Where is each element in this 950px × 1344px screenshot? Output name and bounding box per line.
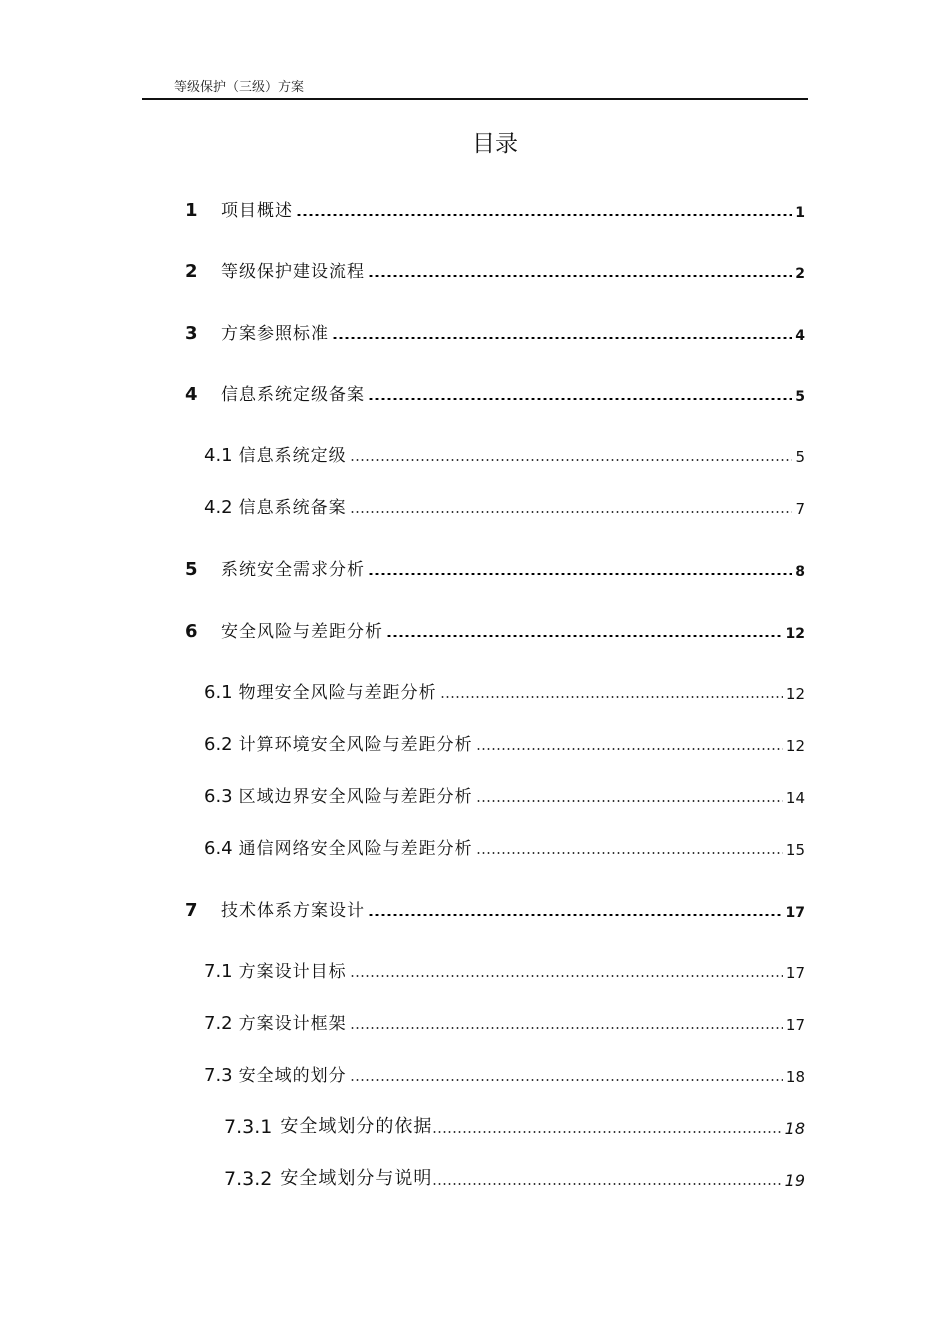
- toc-entry-label: 信息系统备案: [238, 498, 347, 518]
- toc-leader-dots: [368, 397, 792, 400]
- toc-leader-dots: [332, 336, 792, 339]
- toc-entry-page: 12: [785, 685, 805, 703]
- toc-leader-dots: [368, 274, 792, 277]
- toc-leader-dots: [440, 696, 783, 698]
- toc-leader-dots: [476, 748, 783, 750]
- toc-leader-dots: [368, 572, 792, 575]
- toc-entry-number: 1: [185, 200, 198, 221]
- toc-entry-number: 3: [185, 323, 198, 344]
- header-title: 等级保护（三级）方案: [174, 80, 305, 95]
- toc-entry-page: 18: [785, 1068, 805, 1086]
- toc-entry-number: 7.3.1: [224, 1116, 273, 1138]
- toc-entry-page: 14: [785, 789, 805, 807]
- toc-entry-page: 5: [795, 389, 805, 405]
- toc-entry[interactable]: [204, 1060, 805, 1086]
- toc-entry-label: 安全域划分与说明: [280, 1168, 433, 1189]
- toc-entry-label: 方案设计框架: [238, 1014, 347, 1034]
- toc-leader-dots: [350, 975, 783, 977]
- toc-leader-dots: [432, 1183, 781, 1185]
- toc-entry[interactable]: [204, 781, 805, 807]
- toc-entry[interactable]: [204, 440, 805, 466]
- toc-entry-label: 计算环境安全风险与差距分析: [238, 735, 473, 755]
- toc-entry-label: 物理安全风险与差距分析: [238, 683, 437, 703]
- toc-entry-number: 7.1: [204, 961, 233, 982]
- toc-entry[interactable]: [185, 379, 805, 405]
- toc-leader-dots: [350, 1027, 783, 1029]
- toc-entry[interactable]: [204, 729, 805, 755]
- toc-entry-number: 4: [185, 384, 198, 405]
- toc-entry[interactable]: [185, 895, 805, 921]
- toc-entry-label: 方案设计目标: [238, 962, 347, 982]
- toc-entry[interactable]: [204, 1008, 805, 1034]
- toc-entry-label: 技术体系方案设计: [221, 901, 365, 921]
- toc-entry-page: 2: [795, 266, 805, 282]
- toc-entry-label: 安全域划分的依据: [280, 1116, 433, 1137]
- toc-entry-label: 信息系统定级: [238, 446, 347, 466]
- toc-entry-page: 17: [785, 1016, 805, 1034]
- toc-entry[interactable]: [224, 1112, 805, 1138]
- toc-entry-page: 4: [795, 328, 805, 344]
- toc-entry-number: 6.4: [204, 838, 233, 859]
- toc-entry[interactable]: [224, 1164, 805, 1190]
- toc-entry-label: 方案参照标准: [221, 324, 329, 344]
- toc-entry[interactable]: [204, 833, 805, 859]
- toc-entry-page: 1: [795, 205, 805, 221]
- toc-leader-dots: [296, 213, 792, 216]
- toc-entry-label: 系统安全需求分析: [221, 560, 365, 580]
- toc-entry-number: 4.1: [204, 445, 233, 466]
- toc-entry-page: 15: [785, 841, 805, 859]
- toc-leader-dots: [350, 1079, 783, 1081]
- toc-entry-page: 17: [785, 905, 805, 921]
- toc-entry[interactable]: [185, 554, 805, 580]
- toc-entry-label: 区域边界安全风险与差距分析: [238, 787, 473, 807]
- toc-entry[interactable]: [185, 318, 805, 344]
- toc-leader-dots: [350, 459, 793, 461]
- toc-entry[interactable]: [185, 616, 805, 642]
- toc-entry-number: 6.3: [204, 786, 233, 807]
- toc-entry-page: 8: [795, 564, 805, 580]
- toc-entry-number: 7.3: [204, 1065, 233, 1086]
- toc-entry-label: 通信网络安全风险与差距分析: [238, 839, 473, 859]
- toc-entry-number: 7: [185, 900, 198, 921]
- toc-entry-page: 12: [785, 737, 805, 755]
- toc-entry-number: 2: [185, 261, 198, 282]
- toc-entry-number: 5: [185, 559, 198, 580]
- toc-entry-number: 6.2: [204, 734, 233, 755]
- toc-entry-page: 12: [785, 626, 805, 642]
- toc-entry[interactable]: [185, 256, 805, 282]
- toc-entry-page: 18: [784, 1119, 805, 1138]
- toc-entry-page: 7: [795, 500, 805, 518]
- toc-entry-label: 安全风险与差距分析: [221, 622, 383, 642]
- toc-entry[interactable]: [185, 195, 805, 221]
- toc-leader-dots: [368, 913, 783, 916]
- toc-entry-label: 项目概述: [221, 201, 293, 221]
- toc-entry-label: 等级保护建设流程: [221, 262, 365, 282]
- toc-entry[interactable]: [204, 956, 805, 982]
- toc-entry-label: 信息系统定级备案: [221, 385, 365, 405]
- toc-entry[interactable]: [204, 492, 805, 518]
- toc-entry-number: 6: [185, 621, 198, 642]
- toc-entry[interactable]: [204, 677, 805, 703]
- toc-entry-number: 4.2: [204, 497, 233, 518]
- toc-leader-dots: [432, 1131, 781, 1133]
- toc-leader-dots: [476, 800, 783, 802]
- toc-leader-dots: [476, 852, 783, 854]
- toc-entry-label: 安全域的划分: [238, 1066, 347, 1086]
- toc-title: 目录: [472, 131, 518, 157]
- toc-entry-number: 6.1: [204, 682, 233, 703]
- toc-entry-number: 7.2: [204, 1013, 233, 1034]
- toc-entry-number: 7.3.2: [224, 1168, 273, 1190]
- toc-entry-page: 5: [795, 448, 805, 466]
- toc-leader-dots: [350, 511, 793, 513]
- toc-entry-page: 19: [784, 1171, 805, 1190]
- toc-leader-dots: [386, 634, 783, 637]
- toc-entry-page: 17: [785, 964, 805, 982]
